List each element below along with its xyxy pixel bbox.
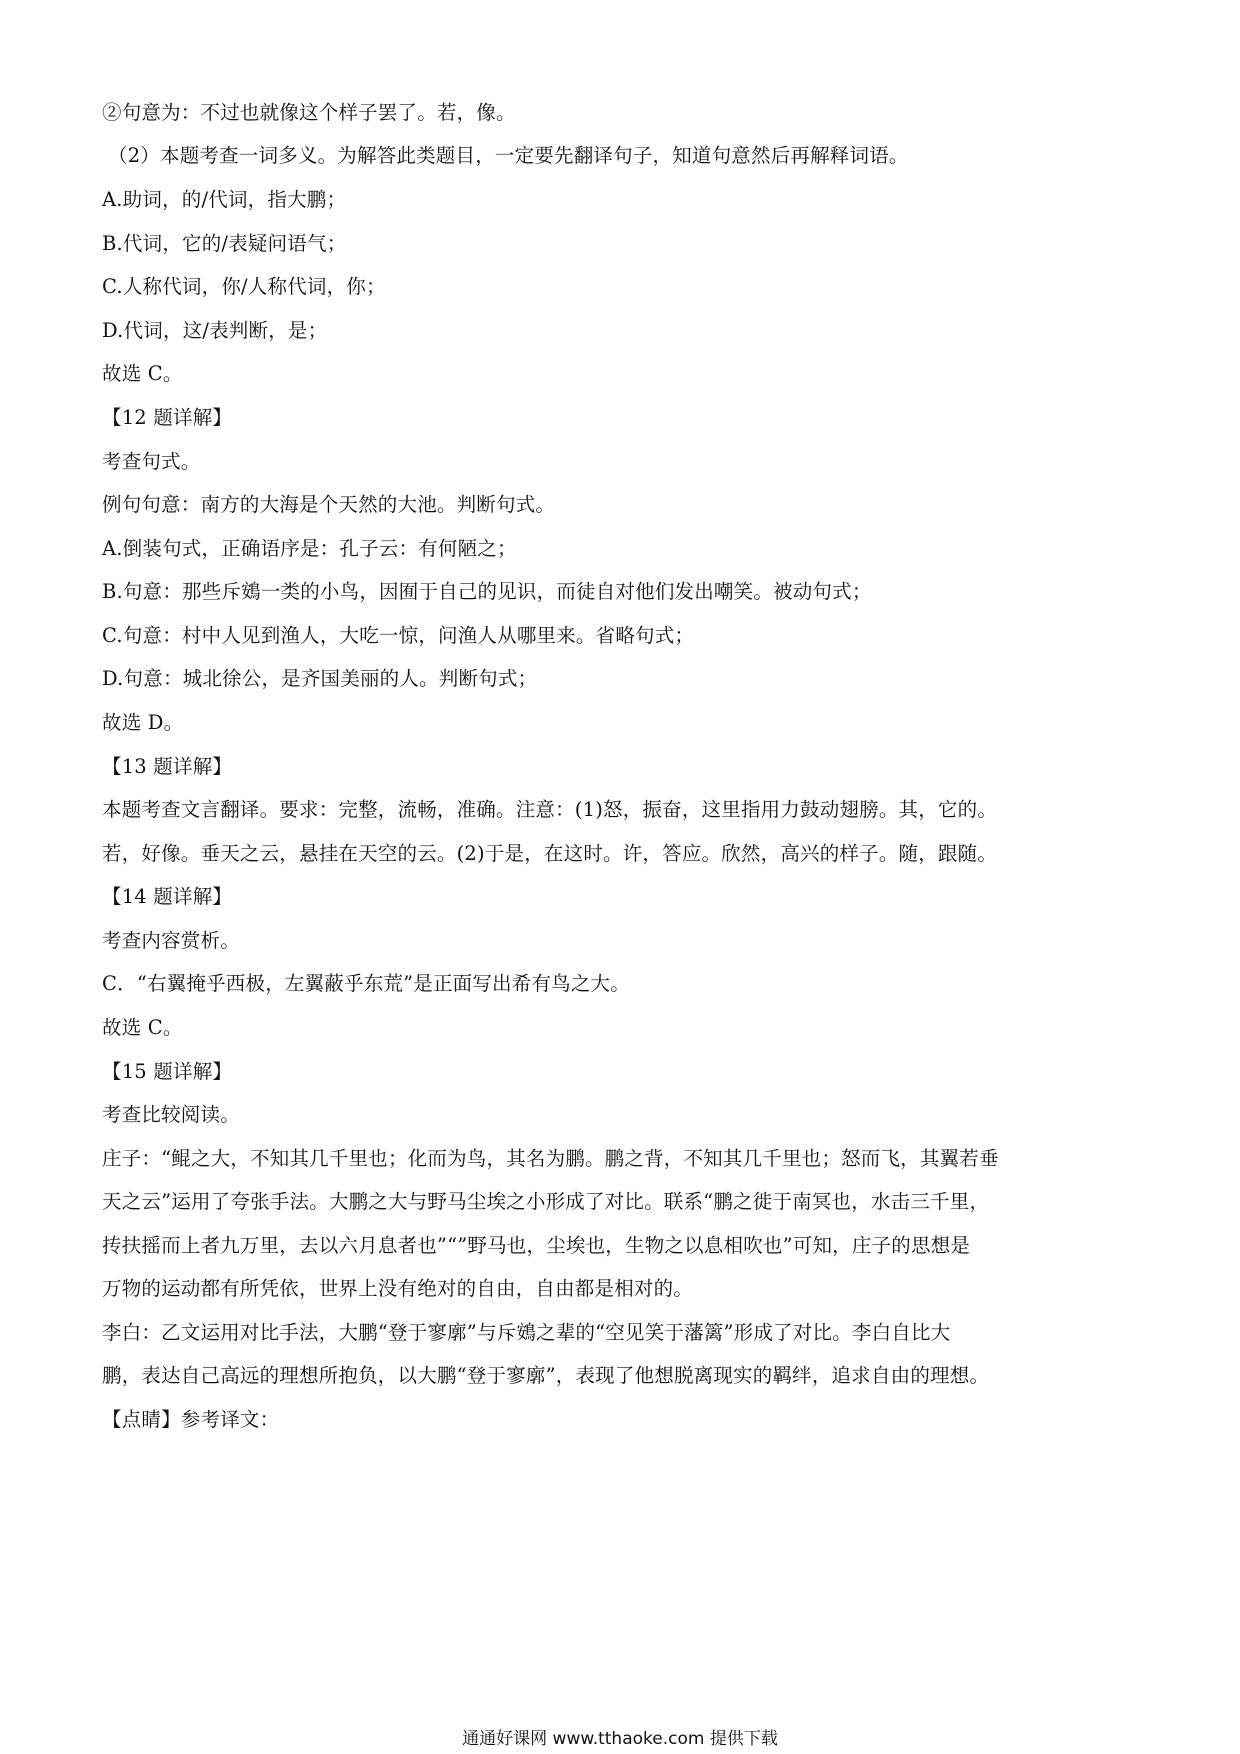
section-heading: 【14 题详解】 — [102, 885, 233, 908]
text-line: D.代词，这/表判断，是； — [102, 319, 328, 342]
text-line: A.助词，的/代词，指大鹏； — [102, 188, 347, 211]
text-line: B.代词，它的/表疑问语气； — [102, 232, 347, 255]
section-heading: 【15 题详解】 — [102, 1060, 233, 1083]
text-line: C．“右翼掩乎西极，左翼蔽乎东荒”是正面写出希有鸟之大。 — [102, 972, 630, 995]
text-line: 例句句意：南方的大海是个天然的大池。判断句式。 — [102, 493, 556, 516]
text-line: 故选 C。 — [102, 1016, 183, 1039]
text-line: ②句意为：不过也就像这个样子罢了。若，像。 — [102, 101, 516, 124]
text-line: 抟扶摇而上者九万里，去以六月息者也”“”野马也，尘埃也，生物之以息相吹也”可知，庄子的思想是 — [102, 1234, 971, 1257]
text-line: （2）本题考查一词多义。为解答此类题目，一定要先翻译句子，知道句意然后再解释词语。 — [108, 144, 909, 167]
page-footer: 通通好课网 www.tthaoke.com 提供下载 — [462, 1729, 778, 1749]
text-line: 考查句式。 — [102, 450, 201, 473]
text-line: 庄子：“鲲之大，不知其几千里也；化而为鸟，其名为鹏。鹏之背，不知其几千里也；怒而飞，其翼若垂 — [102, 1147, 999, 1170]
text-line: 若，好像。垂天之云，悬挂在天空的云。(2)于是，在这时。许，答应。欣然，高兴的样子。随，跟随。 — [102, 842, 998, 865]
text-line: 鹏，表达自己高远的理想所抱负，以大鹏“登于寥廓”，表现了他想脱离现实的羁绊，追求自由的理想。 — [102, 1364, 990, 1387]
text-line: 考查比较阅读。 — [102, 1103, 240, 1126]
text-line: 天之云”运用了夸张手法。大鹏之大与野马尘埃之小形成了对比。联系“鹏之徙于南冥也，水击三千里， — [102, 1190, 990, 1213]
section-heading: 【12 题详解】 — [102, 406, 233, 429]
text-line: C.人称代词，你/人称代词，你； — [102, 275, 386, 298]
text-line: 万物的运动都有所凭依，世界上没有绝对的自由，自由都是相对的。 — [102, 1277, 694, 1300]
text-line: 考查内容赏析。 — [102, 929, 240, 952]
text-line: 李白：乙文运用对比手法，大鹏“登于寥廓”与斥鴳之辈的“空见笑于藩篱”形成了对比。李白自比大 — [102, 1321, 951, 1344]
text-line: C.句意：村中人见到渔人，大吃一惊，问渔人从哪里来。省略句式； — [102, 624, 695, 647]
text-line: A.倒装句式，正确语序是：孔子云：有何陋之； — [102, 537, 517, 560]
text-line: 故选 C。 — [102, 362, 183, 385]
text-line: B.句意：那些斥鴳一类的小鸟，因囿于自己的见识，而徒自对他们发出嘲笑。被动句式； — [102, 580, 872, 603]
section-heading: 【点睛】参考译文： — [102, 1408, 280, 1431]
text-line: 故选 D。 — [102, 711, 184, 734]
text-line: D.句意：城北徐公，是齐国美丽的人。判断句式； — [102, 667, 538, 690]
text-line: 本题考查文言翻译。要求：完整，流畅，准确。注意：(1)怒，振奋，这里指用力鼓动翅膀。其，它的。 — [102, 798, 998, 821]
section-heading: 【13 题详解】 — [102, 755, 233, 778]
